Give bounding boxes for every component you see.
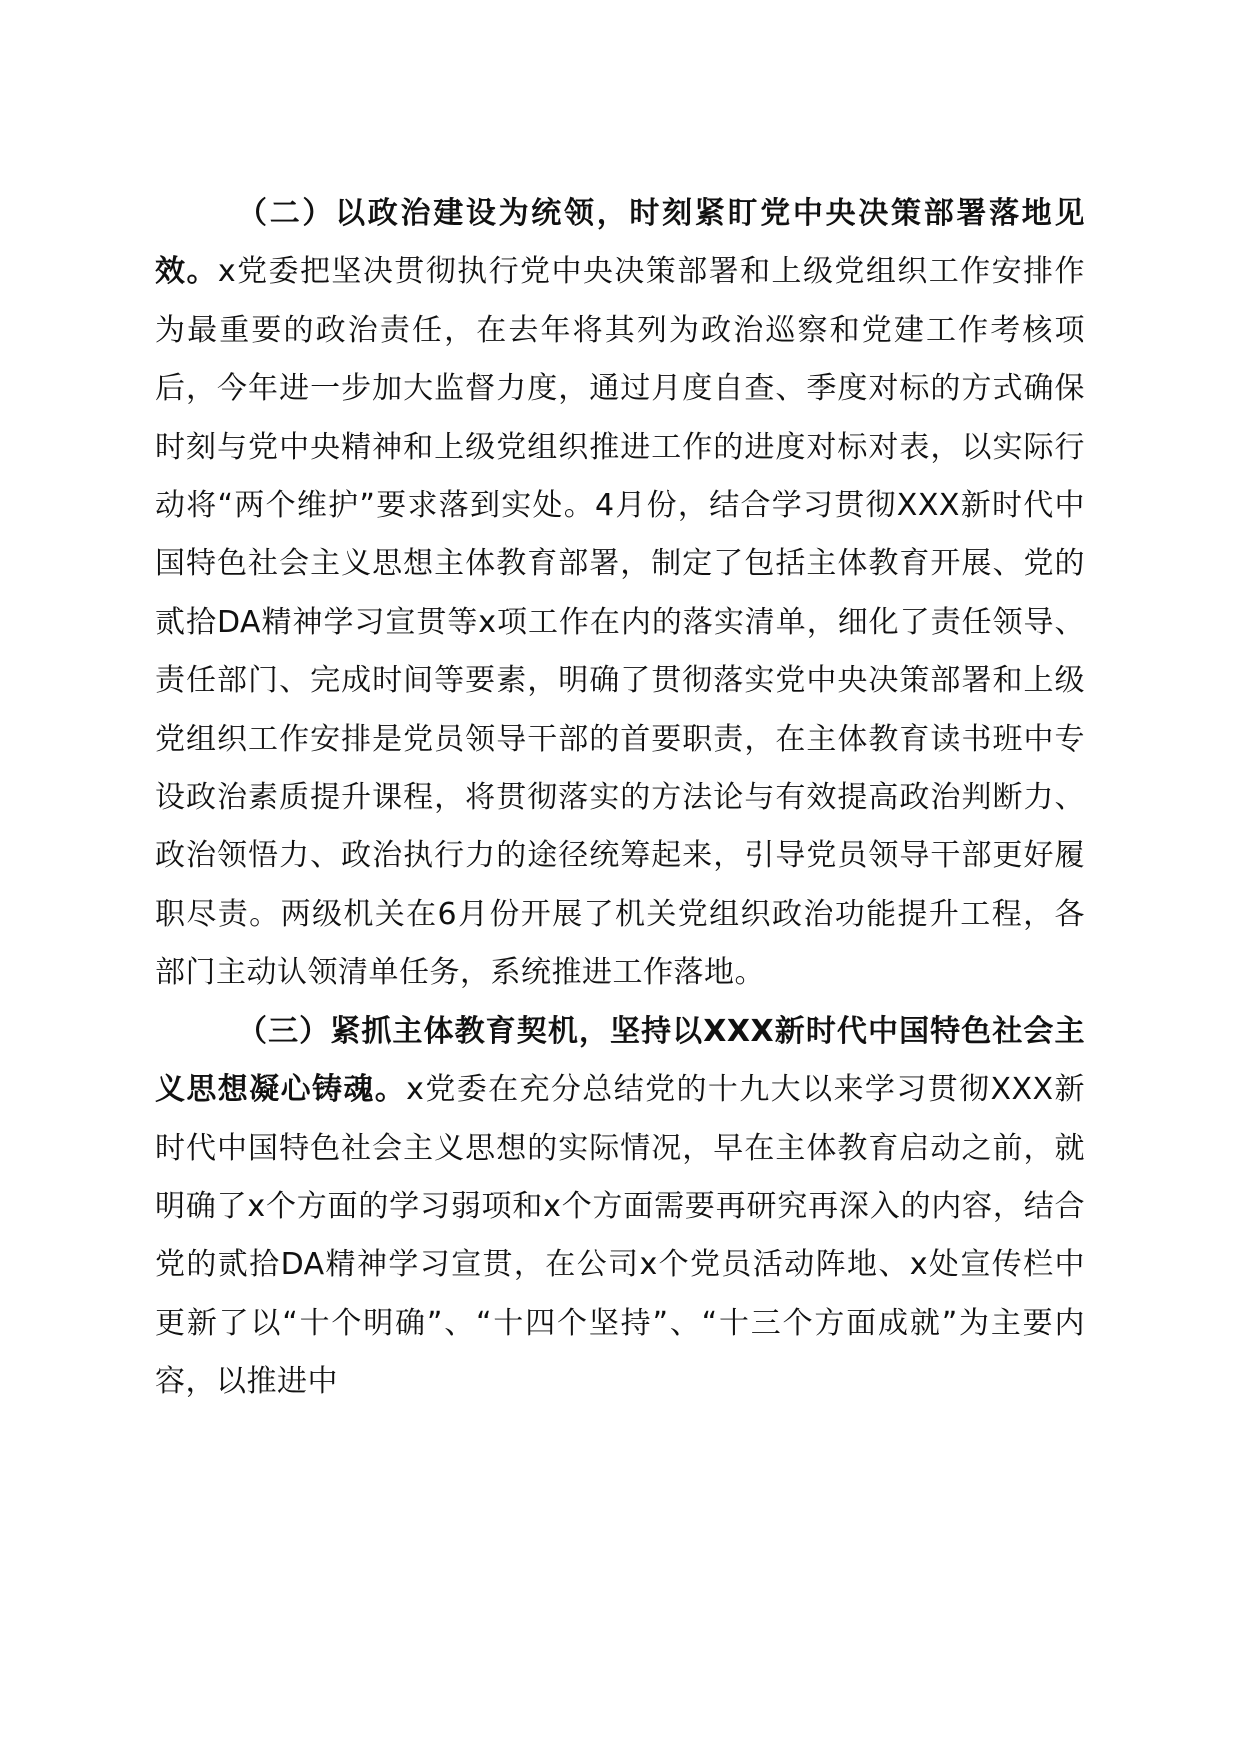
paragraph-section-3 [155, 1003, 1085, 1412]
section-3-body: x党委在充分总结党的十九大以来学习贯彻XXX新时代中国特色社会主义思想的实际情况，早在主体教育启动之前，就明确了x个方面的学习弱项和x个方面需要再研究再深入的内容，结合党的贰拾DA精神学习宣贯，在公司x个党员活动阵地、x处宣传栏中更新了以“十个明确”、“十四个坚持”、“十三个方面成就”为主要内容，以推进中 [155, 1072, 1085, 1400]
section-3-heading: （三）紧抓主体教育契机，坚持以XXX新时代中国特色社会主义思想凝心铸魂。 [155, 1013, 1085, 1108]
document-body [155, 185, 1085, 1412]
section-2-heading: （二）以政治建设为统领，时刻紧盯党中央决策部署落地见效。 [155, 196, 1085, 290]
section-2-body: x党委把坚决贯彻执行党中央决策部署和上级党组织工作安排作为最重要的政治责任，在去年将其列为政治巡察和党建工作考核项后，今年进一步加大监督力度，通过月度自查、季度对标的方式确保时刻与党中央精神和上级党组织推进工作的进度对标对表，以实际行动将“两个维护”要求落到实处。4月份，结合学习贯彻XXX新时代中国特色社会主义思想主体教育部署，制定了包括主体教育开展、党的贰拾DA精神学习宣贯等x项工作在内的落实清单，细化了责任领导、责任部门、完成时间等要素，明确了贯彻落实党中央决策部署和上级党组织工作安排是党员领导干部的首要职责，在主体教育读书班中专设政治素质提升课程，将贯彻落实的方法论与有效提高政治判断力、政治领悟力、政治执行力的途径统筹起来，引导党员领导干部更好履职尽责。两级机关在6月份开展了机关党组织政治功能提升工程，各部门主动认领清单任务，系统推进工作落地。 [155, 254, 1085, 991]
paragraph-section-2 [155, 185, 1085, 1003]
